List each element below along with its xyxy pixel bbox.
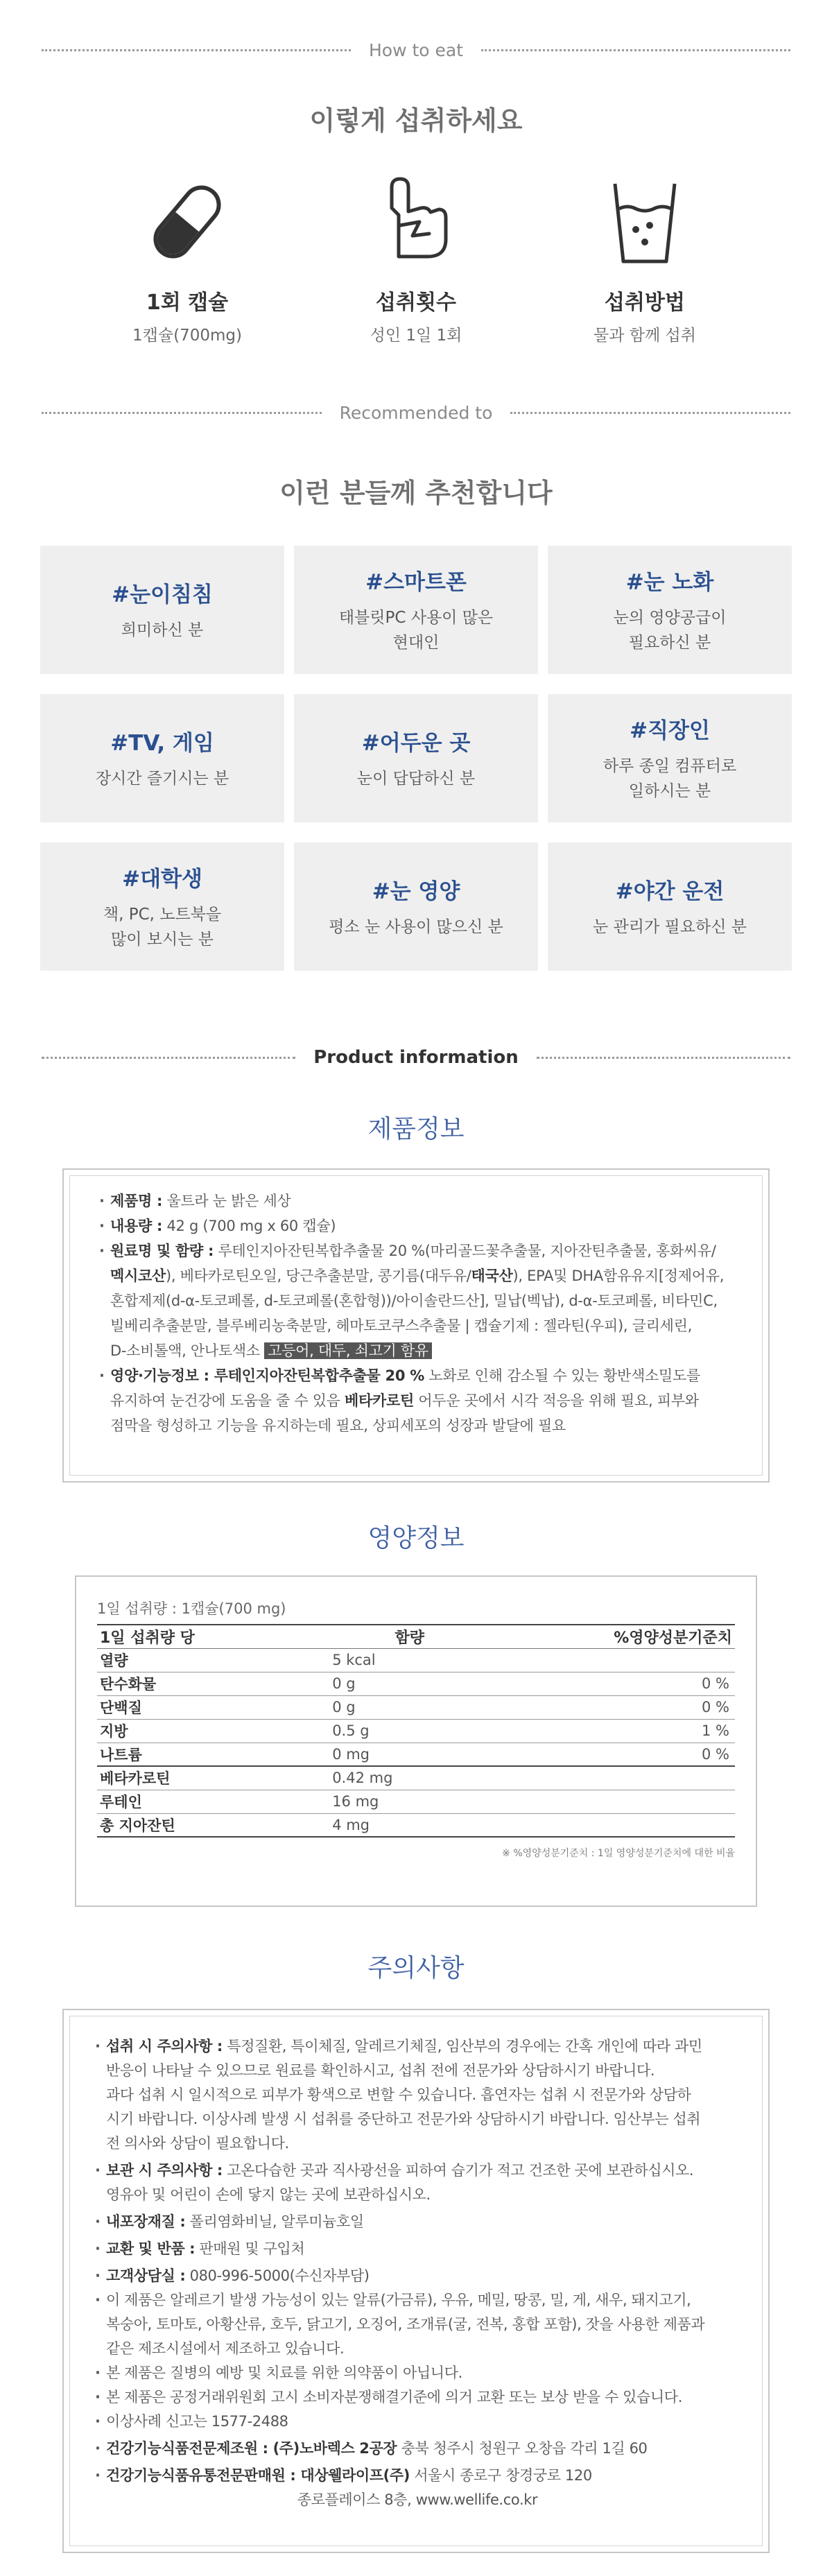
caution-storage: · 보관 시 주의사항 : 고온다습한 곳과 직사광선을 피하여 습기가 적고 건조한 곳에 보관하십시오.	[94, 2159, 741, 2183]
how-to-eat-divider	[42, 36, 790, 64]
eat-item-title: 섭취방법	[605, 291, 685, 315]
caution-intake: 전 의사와 상담이 필요합니다.	[106, 2135, 289, 2152]
function-line: 점막을 형성하고 기능을 유지하는데 필요, 상피세포의 성장과 발달에 필요	[110, 1417, 566, 1434]
caution-packaging: · 내포장재질 : 폴리염화비닐, 알루미늄호일	[94, 2210, 741, 2234]
allergen-highlight: 고등어, 대두, 쇠고기 함유	[264, 1342, 432, 1359]
eat-item-sub: 성인 1일 1회	[370, 327, 462, 345]
how-to-eat-title: 이렇게 섭취하세요	[309, 105, 523, 136]
caution-title: 주의사항	[367, 1954, 465, 1982]
caution-allergy: 복숭아, 토마토, 아황산류, 호두, 닭고기, 오징어, 조개류(굴, 전복, 홍합 포함), 잣을 사용한 제품과	[106, 2316, 705, 2333]
caution-box	[62, 2009, 770, 2553]
product-info-divider	[42, 1044, 790, 1071]
rec-card-title: #눈 영양	[372, 879, 460, 904]
caution-intake: 과다 섭취 시 일시적으로 피부가 황색으로 변할 수 있습니다. 흡연자는 섭취 시 전문가와 상담하	[106, 2086, 691, 2103]
eat-item-sub: 1캡슐(700mg)	[132, 327, 242, 345]
table-header: %영양성분기준치	[492, 1625, 735, 1648]
table-header-row	[97, 1625, 735, 1648]
table-row: 베타카로틴 0.42 mg	[97, 1766, 735, 1790]
nutrition-title: 영양정보	[367, 1524, 465, 1553]
caution-intake: 시기 바랍니다. 이상사례 발생 시 섭취를 중단하고 전문가와 상담하시기 바랍니다. 임산부는 섭취	[106, 2111, 701, 2127]
eat-item-method	[579, 170, 711, 345]
caution-intake: · 섭취 시 주의사항 : 특정질환, 특이체질, 알레르기체질, 임산부의 경우에는 간혹 개인에 따라 과민	[94, 2034, 741, 2059]
rec-card-desc: 하루 종일 컴퓨터로 일하시는 분	[603, 757, 737, 800]
rec-card-title: #TV, 게임	[110, 731, 214, 756]
rec-card	[294, 546, 538, 674]
rec-card	[40, 546, 284, 674]
rec-card-desc: 눈이 답답하신 분	[356, 770, 476, 788]
table-row: 단백질 0 g 0 %	[97, 1695, 735, 1719]
function-line: · 영양·기능정보 : 루테인지아잔틴복합추출물 20 % 노화로 인해 감소될 수 있는 황반색소밀도를	[98, 1363, 738, 1388]
content-line: · 내용량 : 42 g (700 mg x 60 캡슐)	[98, 1213, 738, 1238]
nutrition-table	[97, 1624, 735, 1838]
recommended-grid	[40, 546, 792, 971]
rec-card-desc: 장시간 즐기시는 분	[95, 770, 229, 788]
caution-exchange: · 교환 및 반품 : 판매원 및 구입처	[94, 2237, 741, 2261]
nutrition-box	[75, 1575, 757, 1907]
caution-allergy: · 이 제품은 알레르기 발생 가능성이 있는 알류(가금류), 우유, 메밀, 땅콩, 밀, 게, 새우, 돼지고기,	[94, 2288, 741, 2313]
product-info-title: 제품정보	[367, 1115, 465, 1143]
product-info-box	[62, 1168, 770, 1483]
rec-card-desc: 눈 관리가 필요하신 분	[593, 918, 747, 936]
rec-card	[294, 694, 538, 822]
hand-count-icon	[350, 170, 482, 274]
table-header: 함량	[327, 1625, 492, 1648]
rec-card	[548, 694, 792, 822]
rec-card	[40, 842, 284, 971]
eat-item-capsule	[121, 170, 253, 345]
rec-card-title: #눈 노화	[625, 570, 714, 595]
eat-item-frequency	[350, 170, 482, 345]
table-row: 열량 5 kcal	[97, 1648, 735, 1672]
nutrition-serving: 1일 섭취량 : 1캡슐(700 mg)	[97, 1600, 286, 1617]
caution-allergy: 같은 제조시설에서 제조하고 있습니다.	[106, 2340, 345, 2357]
table-row: 총 지아잔틴 4 mg	[97, 1813, 735, 1837]
rec-card-title: #스마트폰	[365, 570, 467, 595]
recommended-divider	[42, 399, 790, 426]
rec-card-title: #직장인	[630, 718, 710, 743]
rec-card-title: #야간 운전	[615, 879, 725, 904]
rec-card-desc: 책, PC, 노트북을 많이 보시는 분	[103, 906, 222, 949]
table-row: 나트륨 0 mg 0 %	[97, 1743, 735, 1766]
caution-intake: 반응이 나타날 수 있으므로 원료를 확인하시고, 섭취 전에 전문가와 상담하시기 바랍니다.	[106, 2062, 655, 2079]
rec-card-desc: 태블릿PC 사용이 많은 현대인	[338, 609, 494, 652]
rec-card	[294, 842, 538, 971]
rec-card-desc: 눈의 영양공급이 필요하신 분	[613, 609, 727, 652]
rec-card	[40, 694, 284, 822]
product-info-header: Product information	[313, 1047, 519, 1068]
caution-manufacturer: · 건강기능식품전문제조원 : (주)노바렉스 2공장 충북 청주시 청원구 오창읍 각리 1길 60	[94, 2437, 741, 2461]
rec-card-desc: 평소 눈 사용이 많으신 분	[329, 918, 503, 936]
nutrition-footnote: ※ %영양성분기준치 : 1일 영양성분기준치에 대한 비율	[502, 1848, 735, 1859]
function-line: 유지하여 눈건강에 도움을 줄 수 있음 베타카로틴 어두운 곳에서 시각 적응을 위해 필요, 피부와	[110, 1392, 699, 1409]
eat-item-title: 1회 캡슐	[146, 291, 229, 315]
how-to-eat-header: How to eat	[368, 40, 464, 60]
eat-item-title: 섭취횟수	[376, 291, 456, 315]
how-to-eat-items	[0, 170, 832, 345]
caution-compensation: · 본 제품은 공정거래위원회 고시 소비자분쟁해결기준에 의거 교환 또는 보상 받을 수 있습니다.	[94, 2385, 741, 2410]
table-header: 1일 섭취량 당	[97, 1625, 327, 1648]
product-name-line: · 제품명 : 울트라 눈 밝은 세상	[98, 1188, 738, 1213]
capsule-icon	[121, 170, 253, 274]
table-row: 탄수화물 0 g 0 %	[97, 1672, 735, 1695]
recommended-title: 이런 분들께 추천합니다	[279, 478, 553, 508]
rec-card-title: #대학생	[122, 867, 202, 892]
caution-not-medicine: · 본 제품은 질병의 예방 및 치료를 위한 의약품이 아닙니다.	[94, 2361, 741, 2385]
water-cup-icon	[579, 170, 711, 274]
caution-seller: 종로플레이스 8층, www.wellife.co.kr	[297, 2491, 538, 2508]
ingredients-line: 멕시코산), 베타카로틴오일, 당근추출분말, 콩기름(대두유/태국산), EPA및 DHA함유유지[정제어유,	[110, 1268, 725, 1284]
rec-card	[548, 546, 792, 674]
recommended-header: Recommended to	[339, 402, 493, 423]
ingredients-line: 빌베리추출분말, 블루베리농축분말, 헤마토코쿠스추출물 | 캡슐기제 : 젤라틴(우피), 글리세린,	[110, 1317, 692, 1334]
caution-report: · 이상사례 신고는 1577-2488	[94, 2410, 741, 2434]
ingredients-line: 혼합제제(d-α-토코페롤, d-토코페롤(혼합형))/아이솔란드산], 밀납(벡납), d-α-토코페롤, 비타민C,	[110, 1293, 718, 1309]
eat-item-sub: 물과 함께 섭취	[593, 327, 696, 345]
ingredients-line: · 원료명 및 함량 : 루테인지아잔틴복합추출물 20 %(마리골드꽃추출물, 지아잔틴추출물, 홍화씨유/	[98, 1238, 738, 1263]
ingredients-line: D-소비톨액, 안나토색소 고등어, 대두, 쇠고기 함유	[98, 1338, 738, 1363]
table-row: 루테인 16 mg	[97, 1790, 735, 1813]
table-row: 지방 0.5 g 1 %	[97, 1719, 735, 1743]
caution-consult: · 고객상담실 : 080-996-5000(수신자부담)	[94, 2264, 741, 2288]
rec-card-desc: 희미하신 분	[121, 621, 204, 639]
caution-storage: 영유아 및 어린이 손에 닿지 않는 곳에 보관하십시오.	[106, 2186, 431, 2203]
caution-seller: · 건강기능식품유통전문판매원 : 대상웰라이프(주) 서울시 종로구 창경궁로 120	[94, 2464, 741, 2488]
rec-card	[548, 842, 792, 971]
rec-card-title: #어두운 곳	[361, 731, 471, 756]
rec-card-title: #눈이침침	[112, 582, 213, 607]
